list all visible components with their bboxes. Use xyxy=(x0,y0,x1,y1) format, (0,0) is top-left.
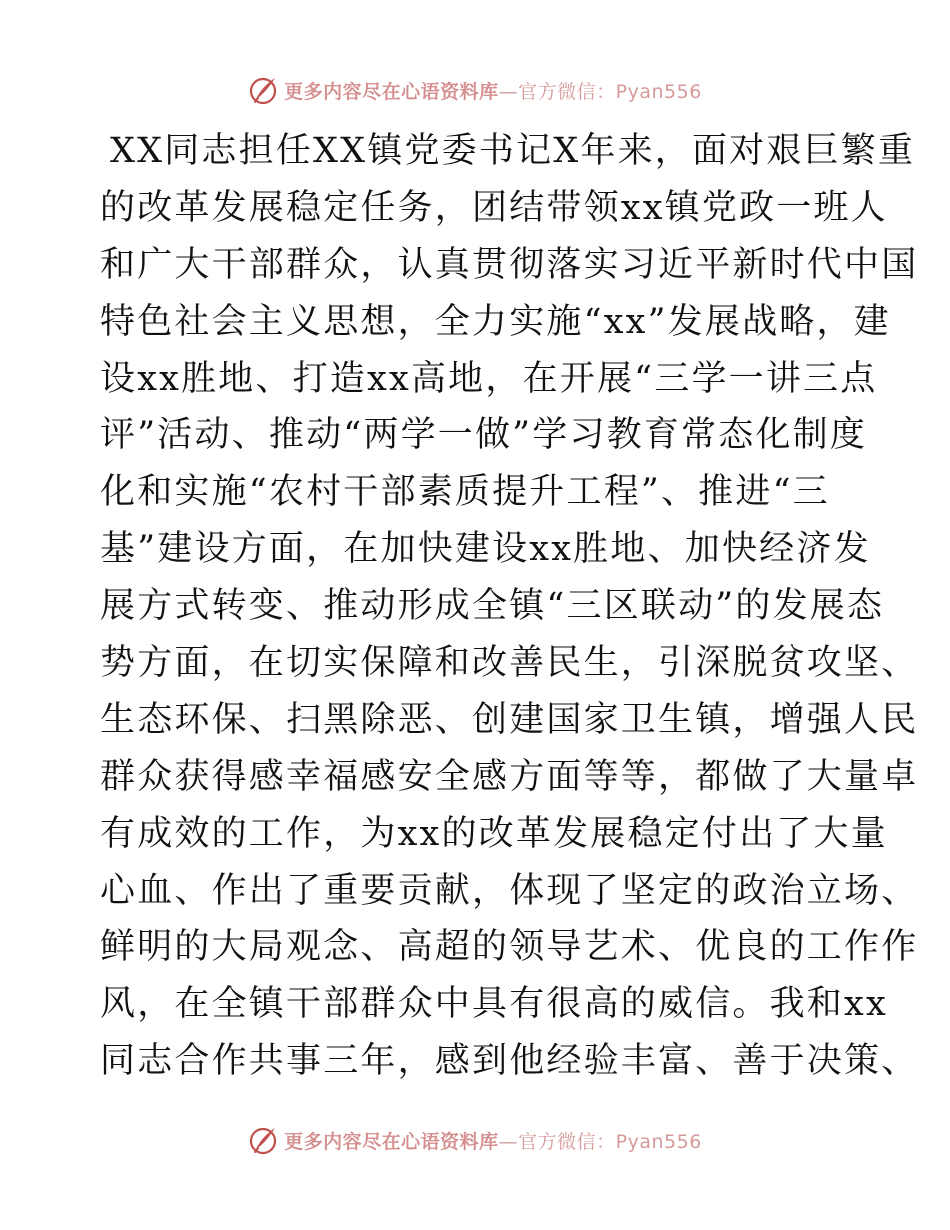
watermark-separator: — xyxy=(498,80,519,103)
body-line: 有成效的工作，为xx的改革发展稳定付出了大量 xyxy=(100,813,888,854)
body-line: 和广大干部群众，认真贯彻落实习近平新时代中国 xyxy=(100,244,919,285)
watermark-brand: 更多内容尽在心语资料库 xyxy=(284,1130,499,1153)
watermark-contact: 官方微信：Pyan556 xyxy=(518,80,702,103)
watermark-header xyxy=(0,70,950,110)
body-line: 评”活动、推动“两学一做”学习教育常态化制度 xyxy=(100,415,868,456)
body-line: 设xx胜地、打造xx高地，在开展“三学一讲三点 xyxy=(100,358,878,399)
body-line: 心血、作出了重要贡献，体现了坚定的政治立场、 xyxy=(100,870,919,911)
quill-pen-logo-icon xyxy=(248,75,278,105)
body-line: 化和实施“农村干部素质提升工程”、推进“三 xyxy=(100,472,830,513)
body-line: 势方面，在切实保障和改善民生，引深脱贫攻坚、 xyxy=(100,643,919,684)
body-line: 鲜明的大局观念、高超的领导艺术、优良的工作作 xyxy=(100,927,919,968)
body-line: 特色社会主义思想，全力实施“xx”发展战略，建 xyxy=(100,301,891,342)
body-line: 展方式转变、推动形成全镇“三区联动”的发展态 xyxy=(100,586,885,627)
body-line: 基”建设方面，在加快建设xx胜地、加快经济发 xyxy=(100,529,871,570)
quill-pen-logo-icon xyxy=(248,1125,278,1155)
watermark-brand: 更多内容尽在心语资料库 xyxy=(284,80,499,103)
body-line: 生态环保、扫黑除恶、创建国家卫生镇，增强人民 xyxy=(100,699,919,740)
watermark-text xyxy=(284,1127,702,1154)
watermark-footer xyxy=(0,1120,950,1160)
body-line: 同志合作共事三年，感到他经验丰富、善于决策、 xyxy=(100,1041,919,1082)
document-body xyxy=(100,123,919,1090)
body-line: XX同志担任XX镇党委书记X年来，面对艰巨繁重 xyxy=(110,131,916,171)
watermark-separator: — xyxy=(498,1130,519,1153)
body-line: 的改革发展稳定任务，团结带领xx镇党政一班人 xyxy=(100,187,888,228)
watermark-text xyxy=(284,77,702,104)
body-line: 风，在全镇干部群众中具有很高的威信。我和xx xyxy=(100,984,888,1025)
watermark-contact: 官方微信：Pyan556 xyxy=(518,1130,702,1153)
body-line: 群众获得感幸福感安全感方面等等，都做了大量卓 xyxy=(100,756,919,797)
